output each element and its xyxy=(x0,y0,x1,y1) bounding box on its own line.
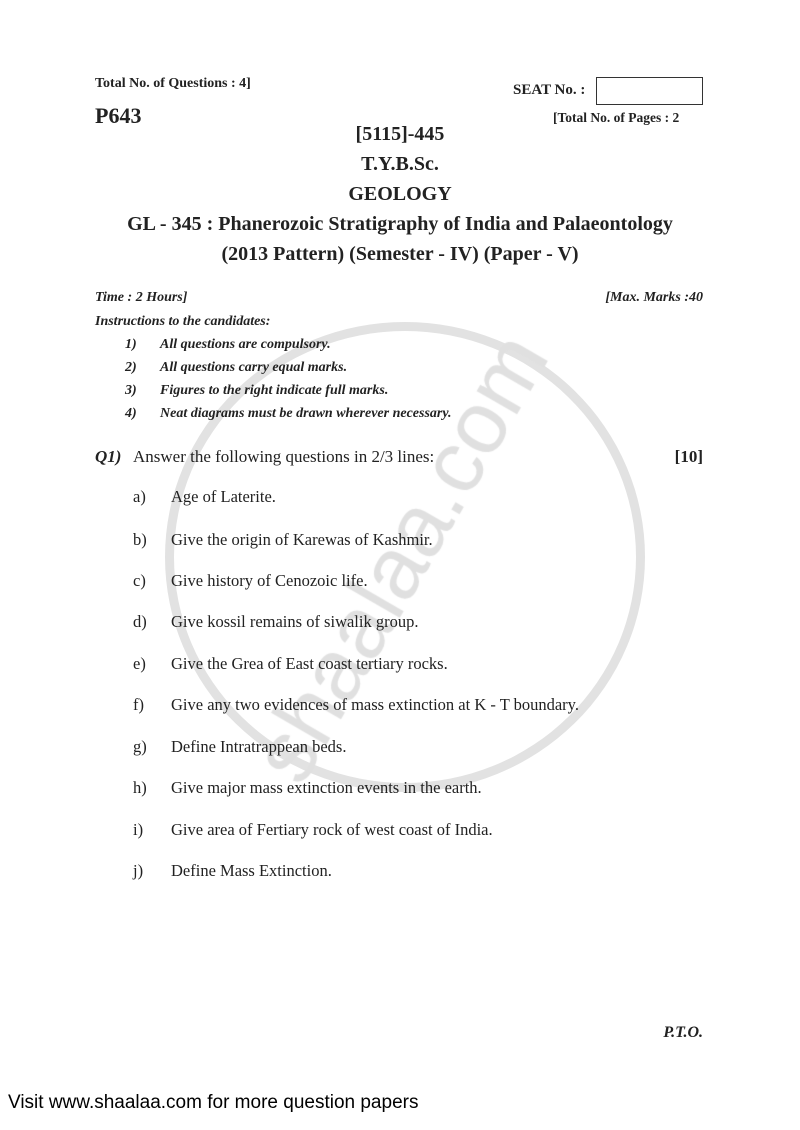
total-pages: [Total No. of Pages : 2 xyxy=(553,110,680,125)
pattern: (2013 Pattern) (Semester - IV) (Paper - V) xyxy=(221,243,579,265)
instruction-num: 4) xyxy=(125,406,137,421)
question-label: Q1) xyxy=(95,447,122,466)
item-text: Age of Laterite. xyxy=(171,487,276,506)
instruction-text: Neat diagrams must be drawn wherever necessary. xyxy=(160,406,452,421)
subject: GEOLOGY xyxy=(348,183,452,205)
question-prompt: Answer the following questions in 2/3 lines: xyxy=(133,447,435,466)
item-text: Give the Grea of East coast tertiary rocks. xyxy=(171,654,448,673)
course: T.Y.B.Sc. xyxy=(361,153,439,175)
instructions-heading: Instructions to the candidates: xyxy=(95,314,271,329)
item-text: Give history of Cenozoic life. xyxy=(171,571,368,590)
exam-code: [5115]-445 xyxy=(355,123,445,145)
item-text: Give the origin of Karewas of Kashmir. xyxy=(171,530,433,549)
instruction-text: Figures to the right indicate full marks. xyxy=(160,383,389,398)
item-letter: c) xyxy=(133,571,146,590)
time: Time : 2 Hours] xyxy=(95,290,188,305)
seat-number-box xyxy=(596,77,703,105)
item-letter: j) xyxy=(133,861,144,880)
item-text: Give kossil remains of siwalik group. xyxy=(171,612,419,631)
item-text: Give area of Fertiary rock of west coast of India. xyxy=(171,820,493,839)
item-letter: g) xyxy=(133,737,147,756)
seat-label: SEAT No. : xyxy=(513,82,586,98)
question-marks: [10] xyxy=(674,447,703,466)
item-text: Give any two evidences of mass extinction at K - T boundary. xyxy=(171,695,579,714)
item-letter: b) xyxy=(133,530,147,549)
item-text: Give major mass extinction events in the earth. xyxy=(171,778,482,797)
total-questions: Total No. of Questions : 4] xyxy=(95,76,251,91)
instruction-num: 2) xyxy=(125,360,137,375)
item-letter: a) xyxy=(133,487,146,506)
item-letter: d) xyxy=(133,612,147,631)
item-letter: f) xyxy=(133,695,144,714)
item-text: Define Mass Extinction. xyxy=(171,861,332,880)
pto: P.T.O. xyxy=(663,1024,703,1041)
item-letter: i) xyxy=(133,820,144,839)
item-text: Define Intratrappean beds. xyxy=(171,737,347,756)
instruction-num: 1) xyxy=(125,337,137,352)
instruction-text: All questions are compulsory. xyxy=(160,337,331,352)
instruction-num: 3) xyxy=(125,383,137,398)
paper-code: P643 xyxy=(95,103,142,128)
footer-link[interactable]: Visit www.shaalaa.com for more question papers xyxy=(8,1092,419,1113)
paper-title: GL - 345 : Phanerozoic Stratigraphy of India and Palaeontology xyxy=(127,213,673,235)
instruction-text: All questions carry equal marks. xyxy=(160,360,348,375)
max-marks: [Max. Marks :40 xyxy=(605,290,703,305)
item-letter: h) xyxy=(133,778,147,797)
item-letter: e) xyxy=(133,654,146,673)
